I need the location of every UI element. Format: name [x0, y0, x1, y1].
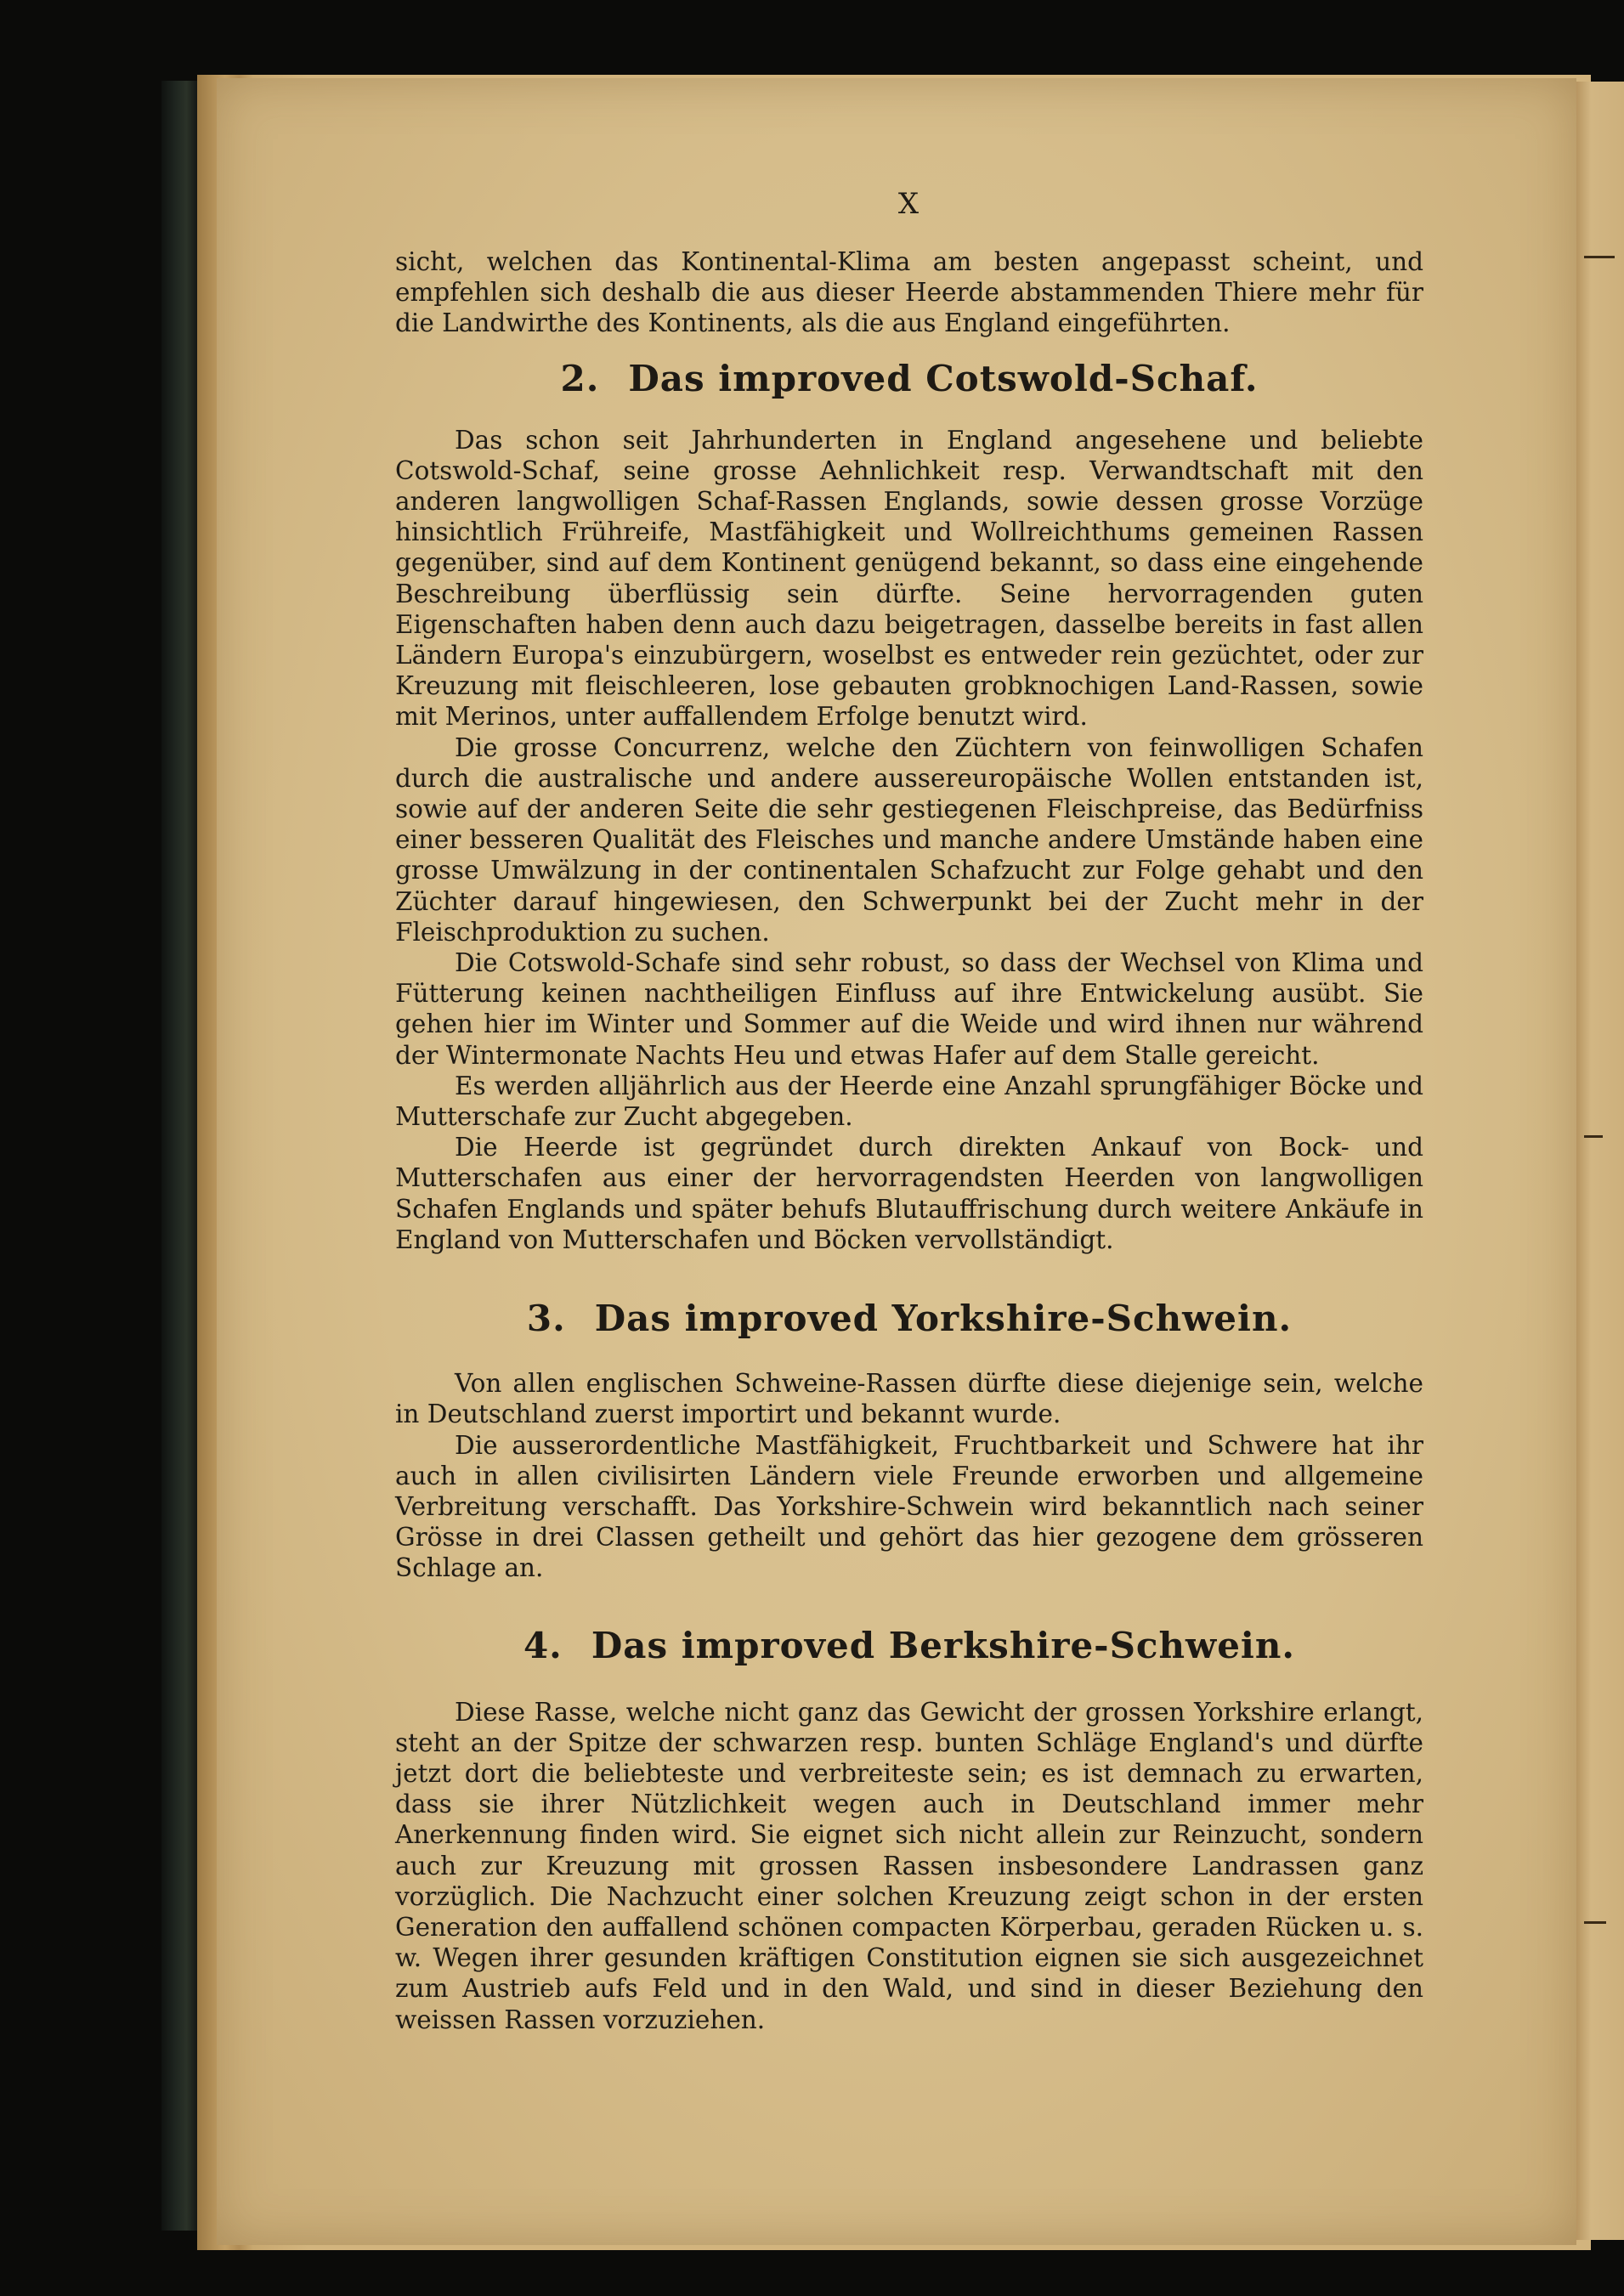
paragraph: Die ausserordentliche Mastfähigkeit, Fruchtbarkeit und Schwere hat ihr auch in allen civilisirten Ländern viele Freunde erworben und allgemeine Verbreitung verschafft. Das Yorkshire-Schwein wird bekanntlich nach seiner Grösse in drei Classen getheilt und gehört das hier gezogene dem grösseren Schlage an.	[395, 1430, 1423, 1583]
section-number: 4.	[523, 1624, 563, 1666]
ink-mark	[1584, 1135, 1603, 1138]
page-content	[395, 187, 1423, 2035]
section-title: Das improved Cotswold-Schaf.	[628, 357, 1259, 399]
section-heading-berkshire	[395, 1625, 1423, 1666]
book-spine	[161, 81, 197, 2231]
section-title: Das improved Yorkshire-Schwein.	[594, 1298, 1293, 1340]
section-number: 3.	[526, 1298, 566, 1340]
page-number: X	[897, 187, 921, 221]
paragraph: Die Heerde ist gegründet durch direkten Ankauf von Bock- und Mutterschafen aus einer der hervorragendsten Heerden von langwolligen Schafen Englands und später behufs Blutauffrischung durch weitere Ankäufe in England von Mutterschafen und Böcken vervollständigt.	[395, 1133, 1423, 1254]
section-title: Das improved Berkshire-Schwein.	[591, 1624, 1296, 1666]
paragraph: Diese Rasse, welche nicht ganz das Gewicht der grossen Yorkshire erlangt, steht an der Spitze der schwarzen resp. bunten Schläge England's und dürfte jetzt dort die beliebteste und verbreiteste sein; es ist demnach zu erwarten, dass sie ihrer Nützlichkeit wegen auch in Deutschland immer mehr Anerkennung finden wird. Sie eignet sich nicht allein zur Reinzucht, sondern auch zur Kreuzung mit grossen Rassen insbesondere Landrassen ganz vorzüglich. Die Nachzucht einer solchen Kreuzung zeigt schon in der ersten Generation den auffallend schönen compacten Körperbau, geraden Rücken u. s. w. Wegen ihrer gesunden kräftigen Constitution eignen sie sich ausgezeichnet zum Austrieb aufs Feld und in den Wald, und sind in dieser Beziehung den weissen Rassen vorzuziehen.	[395, 1697, 1423, 2034]
paragraph: Es werden alljährlich aus der Heerde eine Anzahl sprungfähiger Böcke und Mutterschafe zur Zucht abgegeben.	[395, 1071, 1423, 1132]
adjacent-page-edge	[1569, 82, 1624, 2240]
paragraph: Die Cotswold-Schafe sind sehr robust, so dass der Wechsel von Klima und Fütterung keinen nachtheiligen Einfluss auf ihre Entwickelung ausübt. Sie gehen hier im Winter und Sommer auf die Weide und wird ihnen nur während der Wintermonate Nachts Heu und etwas Hafer auf dem Stalle gereicht.	[395, 948, 1423, 1070]
section-heading-yorkshire	[395, 1298, 1423, 1339]
paragraph: Die grosse Concurrenz, welche den Züchtern von feinwolligen Schafen durch die australische und andere aussereuropäische Wollen entstanden ist, sowie auf der anderen Seite die sehr gestiegenen Fleischpreise, das Bedürfniss einer besseren Qualität des Fleisches und manche andere Umstände haben eine grosse Umwälzung in der continentalen Schafzucht zur Folge gehabt und den Züchter darauf hingewiesen, den Schwerpunkt bei der Zucht mehr in der Fleischproduktion zu suchen.	[395, 732, 1423, 947]
paragraph: Das schon seit Jahrhunderten in England angesehene und beliebte Cotswold-Schaf, seine grosse Aehnlichkeit resp. Verwandtschaft mit den anderen langwolligen Schaf-Rassen Englands, sowie dessen grosse Vorzüge hinsichtlich Frühreife, Mastfähigkeit und Wollreichthums gemeinen Rassen gegenüber, sind auf dem Kontinent genügend bekannt, so dass eine eingehende Beschreibung überflüssig sein dürfte. Seine hervorragenden guten Eigenschaften haben denn auch dazu beigetragen, dasselbe bereits in fast allen Ländern Europa's einzubürgern, woselbst es entweder rein gezüchtet, oder zur Kreuzung mit fleischleeren, lose gebauten grobknochigen Land-Rassen, sowie mit Merinos, unter auffallendem Erfolge benutzt wird.	[395, 425, 1423, 732]
section-heading-cotswold	[395, 358, 1423, 399]
paragraph: Von allen englischen Schweine-Rassen dürfte diese diejenige sein, welche in Deutschland zuerst importirt und bekannt wurde.	[395, 1369, 1423, 1429]
ink-mark	[1584, 256, 1615, 258]
section-number: 2.	[560, 357, 600, 399]
ink-mark	[1584, 1921, 1606, 1924]
intro-paragraph: sicht, welchen das Kontinental-Klima am besten angepasst scheint, und empfehlen sich deshalb die aus dieser Heerde abstammenden Thiere mehr für die Landwirthe des Kontinents, als die aus England eingeführten.	[395, 247, 1423, 338]
